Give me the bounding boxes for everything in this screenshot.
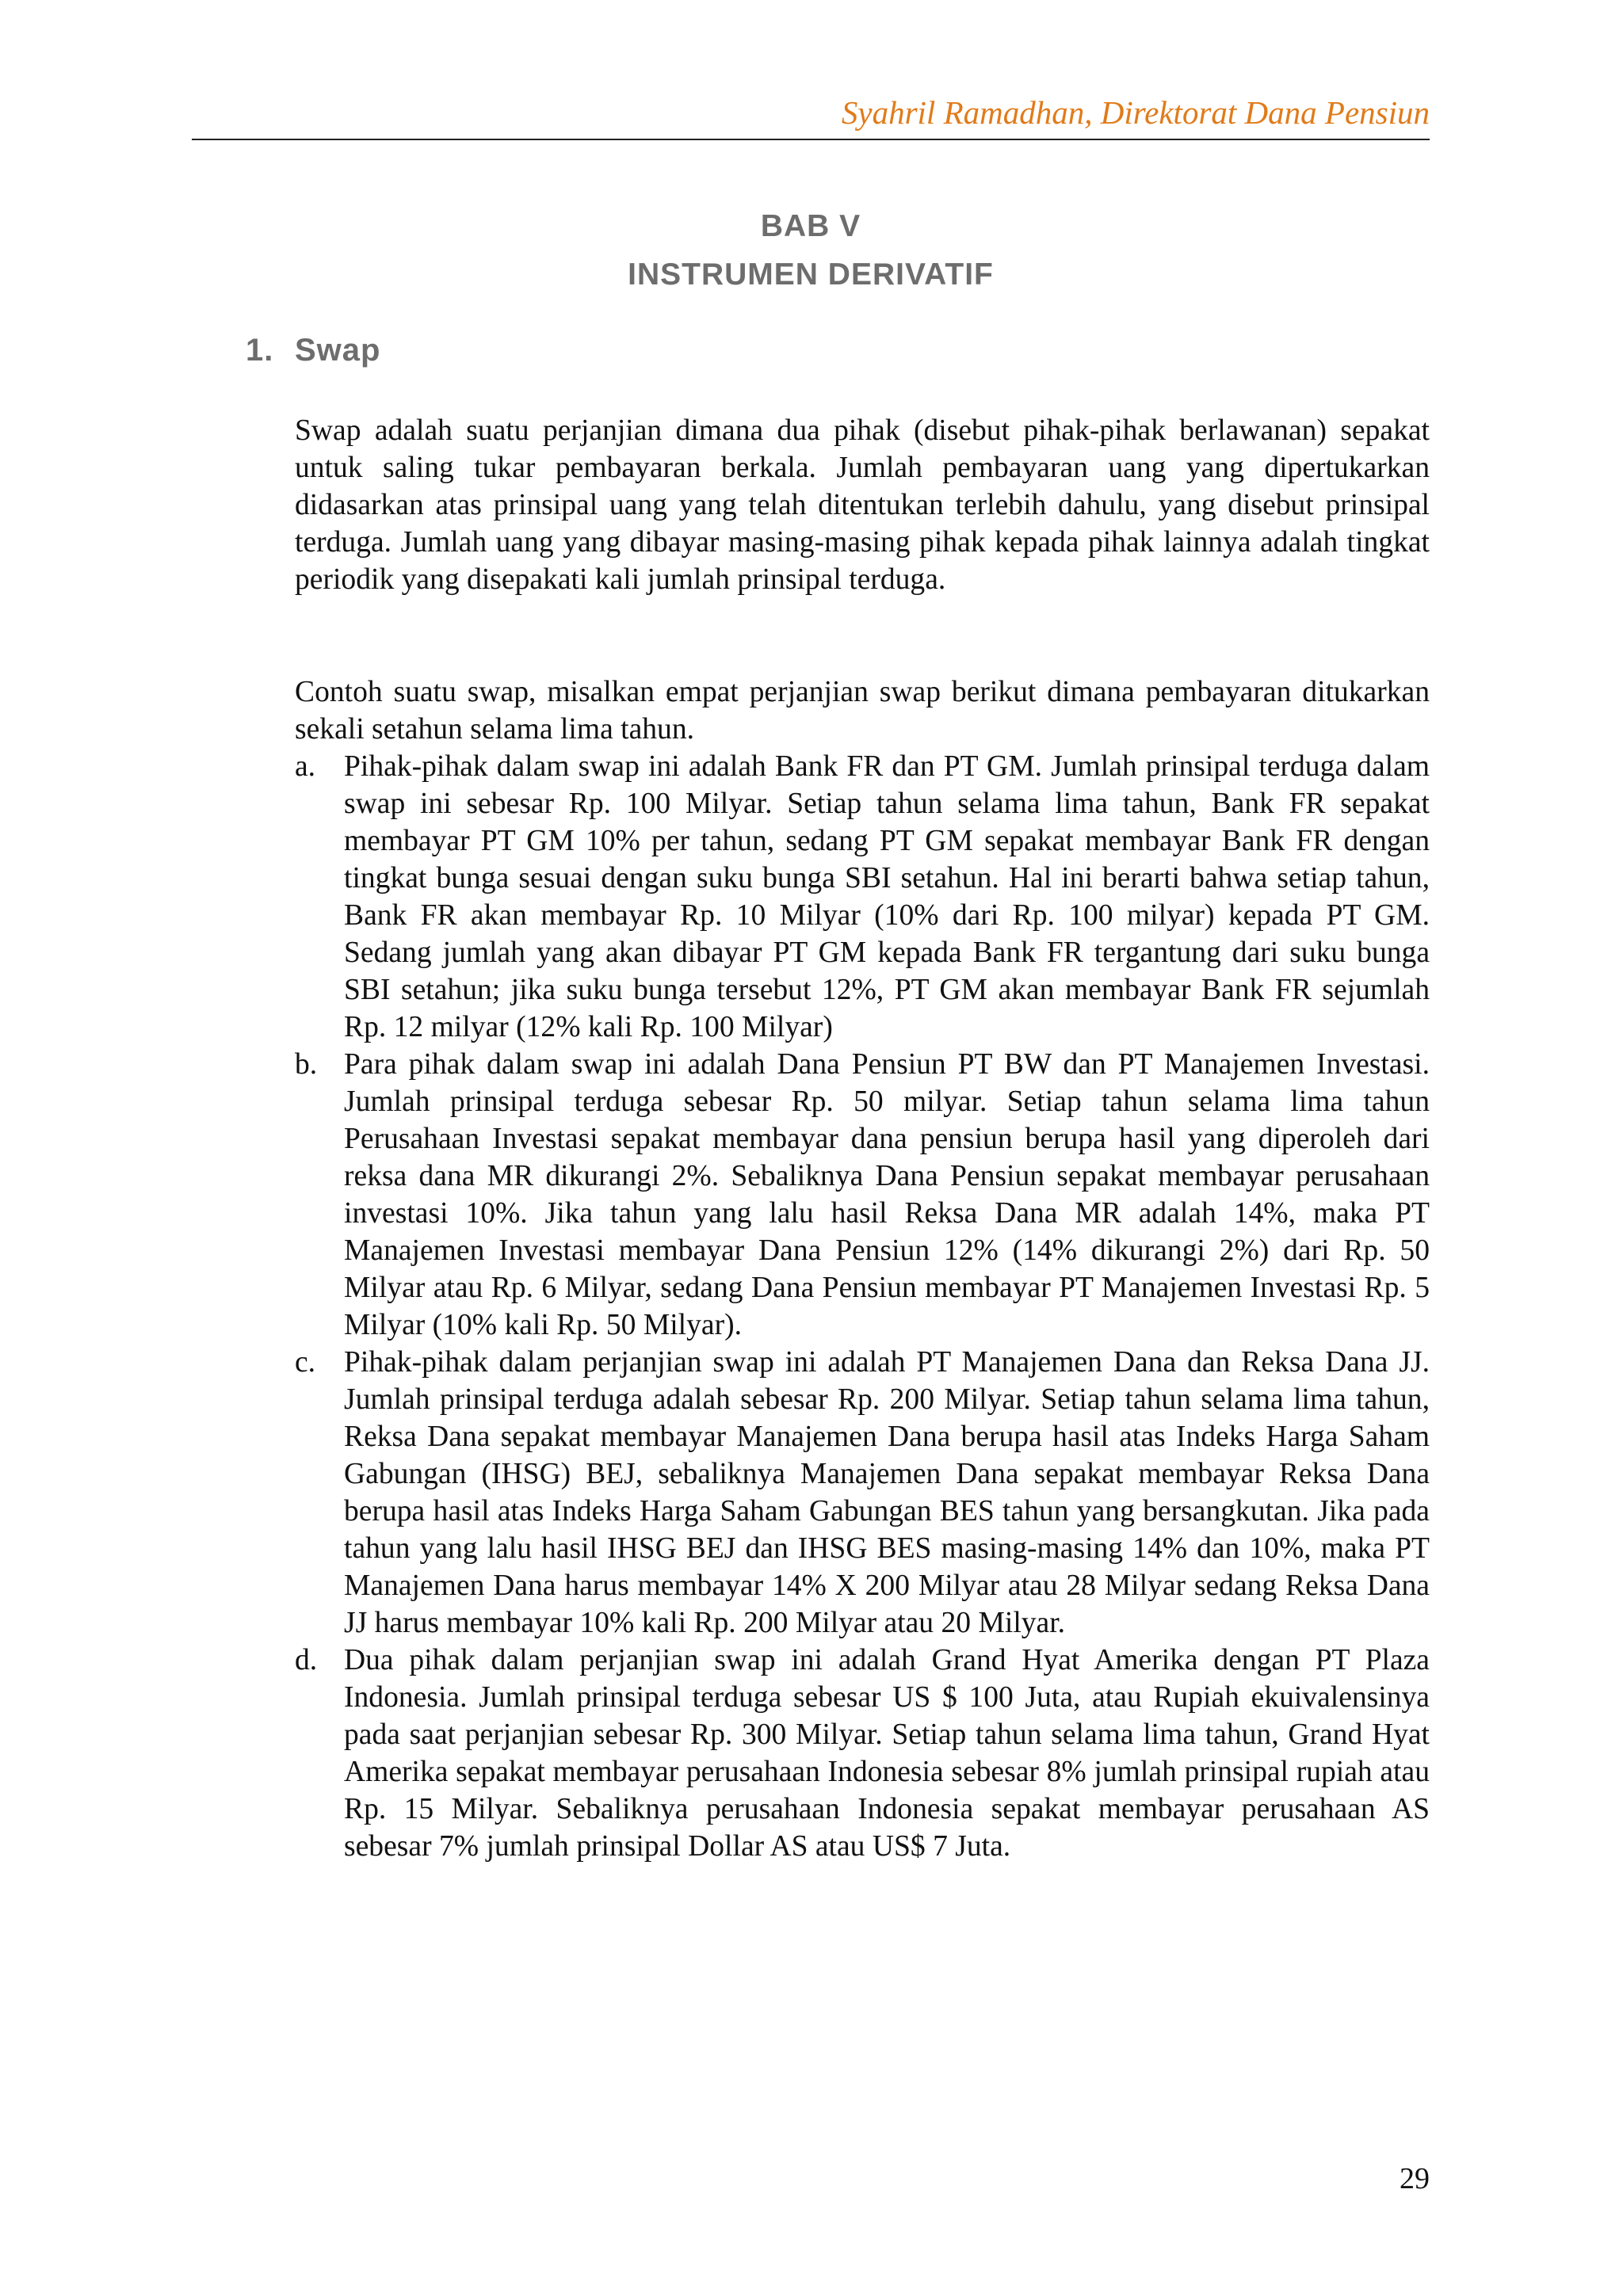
list-marker: d. [295, 1644, 318, 1676]
chapter-number: BAB V [760, 209, 861, 243]
list-marker: c. [295, 1346, 316, 1379]
list-item-text: Dua pihak dalam perjanjian swap ini adalah Grand Hyat Amerika dengan PT Plaza Indonesia. Jumlah prinsipal terduga sebesar US $ 100 Juta, atau Rupiah ekuivalensinya pada saat perjanjian sebesar Rp. 300 Milyar. Setiap tahun selama lima tahun, Grand Hyat Amerika sepakat membayar perusahaan Indonesia sebesar 8% jumlah prinsipal rupiah atau Rp. 15 Milyar. Sebaliknya perusahaan Indonesia sepakat membayar perusahaan AS sebesar 7% jumlah prinsipal Dollar AS atau US$ 7 Juta. [344, 1644, 1430, 1863]
examples-list [295, 748, 1430, 1865]
list-item [295, 1642, 1430, 1865]
list-item-text: Pihak-pihak dalam swap ini adalah Bank FR dan PT GM. Jumlah prinsipal terduga dalam swap ini sebesar Rp. 100 Milyar. Setiap tahun selama lima tahun, Bank FR sepakat membayar PT GM 10% per tahun, sedang PT GM sepakat membayar Bank FR dengan tingkat bunga sesuai dengan suku bunga SBI setahun. Hal ini berarti bahwa setiap tahun, Bank FR akan membayar Rp. 10 Milyar (10% dari Rp. 100 milyar) kepada PT GM. Sedang jumlah yang akan dibayar PT GM kepada Bank FR tergantung dari suku bunga SBI setahun; jika suku bunga tersebut 12%, PT GM akan membayar Bank FR sejumlah Rp. 12 milyar (12% kali Rp. 100 Milyar) [344, 750, 1430, 1043]
definition-paragraph: Swap adalah suatu perjanjian dimana dua pihak (disebut pihak-pihak berlawanan) sepakat untuk saling tukar pembayaran berkala. Jumlah pembayaran uang yang dipertukarkan didasarkan atas prinsipal uang yang telah ditentukan terlebih dahulu, yang disebut prinsipal terduga. Jumlah uang yang dibayar masing-masing pihak kepada pihak lainnya adalah tingkat periodik yang disepakati kali jumlah prinsipal terduga. [295, 414, 1430, 596]
list-item [295, 1046, 1430, 1344]
intro-paragraph: Contoh suatu swap, misalkan empat perjanjian swap berikut dimana pembayaran ditukarkan sekali setahun selama lima tahun. [295, 676, 1430, 746]
header-divider [192, 139, 1430, 140]
list-marker: a. [295, 750, 316, 783]
chapter-heading [192, 202, 1430, 299]
section-title: Swap [295, 333, 381, 368]
list-item [295, 1344, 1430, 1642]
chapter-title: INSTRUMEN DERIVATIF [628, 257, 994, 292]
list-item-text: Para pihak dalam swap ini adalah Dana Pensiun PT BW dan PT Manajemen Investasi. Jumlah prinsipal terduga sebesar Rp. 50 milyar. Setiap tahun selama lima tahun Perusahaan Investasi sepakat membayar dana pensiun berupa hasil yang diperoleh dari reksa dana MR dikurangi 2%. Sebaliknya Dana Pensiun sepakat membayar perusahaan investasi 10%. Jika tahun yang lalu hasil Reksa Dana MR adalah 14%, maka PT Manajemen Investasi membayar Dana Pensiun 12% (14% dikurangi 2%) dari Rp. 50 Milyar atau Rp. 6 Milyar, sedang Dana Pensiun membayar PT Manajemen Investasi Rp. 5 Milyar (10% kali Rp. 50 Milyar). [344, 1048, 1430, 1341]
list-item-text: Pihak-pihak dalam perjanjian swap ini adalah PT Manajemen Dana dan Reksa Dana JJ. Jumlah prinsipal terduga adalah sebesar Rp. 200 Milyar. Setiap tahun selama lima tahun, Reksa Dana sepakat membayar Manajemen Dana berupa hasil atas Indeks Harga Saham Gabungan (IHSG) BEJ, sebaliknya Manajemen Dana sepakat membayar Reksa Dana berupa hasil atas Indeks Harga Saham Gabungan BES tahun yang bersangkutan. Jika pada tahun yang lalu hasil IHSG BEJ dan IHSG BES masing-masing 14% dan 10%, maka PT Manajemen Dana harus membayar 14% X 200 Milyar atau 28 Milyar sedang Reksa Dana JJ harus membayar 10% kali Rp. 200 Milyar atau 20 Milyar. [344, 1346, 1430, 1639]
section-number: 1. [246, 333, 274, 368]
list-item [295, 748, 1430, 1046]
section-heading [246, 333, 380, 368]
list-marker: b. [295, 1048, 318, 1081]
page-number: 29 [1400, 2162, 1430, 2195]
running-header: Syahril Ramadhan, Direktorat Dana Pensiun [841, 94, 1430, 131]
